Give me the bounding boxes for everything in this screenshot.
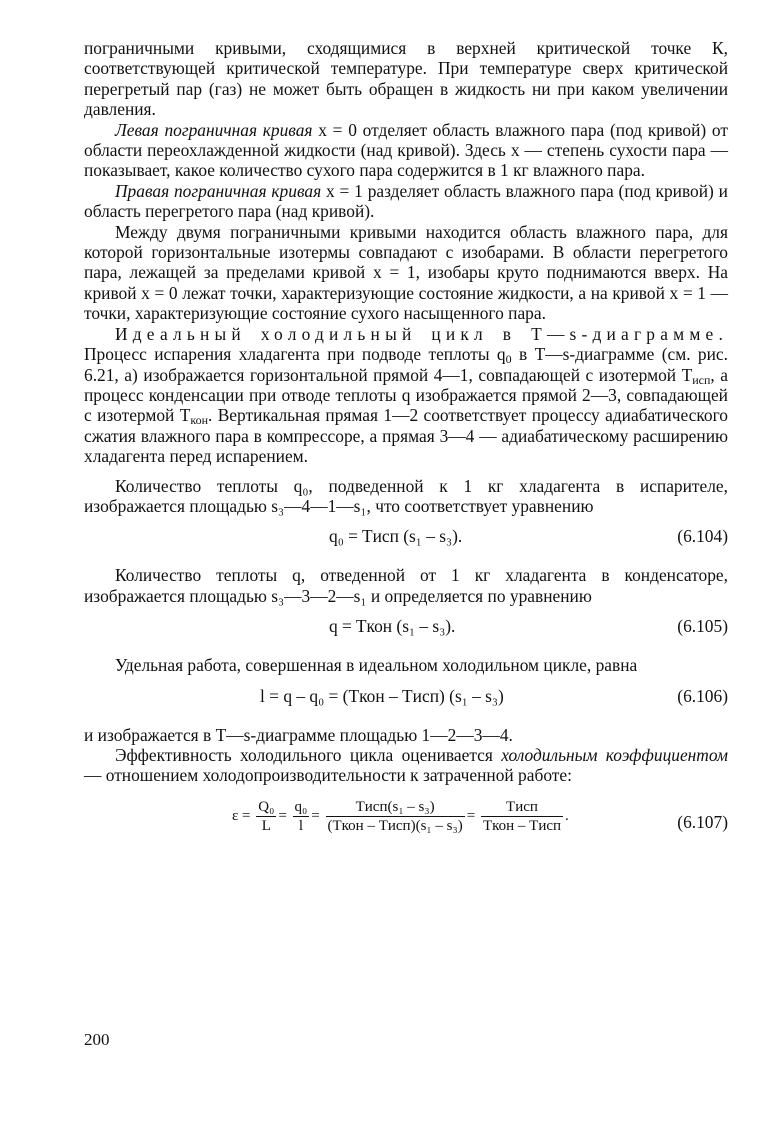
equation-number: (6.105) [677,616,728,637]
fraction-denominator: l [298,817,303,834]
fraction-numerator: Q₀ [258,798,275,815]
fraction-q0-over-l-capital [256,798,276,835]
paragraph-right-boundary-text: x = 1 разделяет область влажного пара (под кривой) и область перегретого пара (над кривой). [84,180,728,222]
paragraph-ideal-cycle [84,324,728,467]
paragraph-left-boundary-text: x = 0 отделяет область влажного пара (под кривой) от области переохлажденной жидкости (над кривой). Здесь x — степень сухости пара — показывает, какое количество сухого пара содержится в 1 кг влажного пара. [84,119,729,181]
fraction-denominator: (Tкон – Tисп)(s₁ – s₃) [327,817,463,834]
text-fragment: — отношением холодопроизводительности к затраченной работе: [84,765,572,786]
equation-6-107 [84,792,728,852]
fraction-denominator: L [261,817,271,834]
equation-number: (6.107) [677,811,728,832]
fraction-numerator: Tисп(s₁ – s₃) [326,798,465,817]
paragraph-right-boundary [84,181,728,222]
equation-number: (6.106) [677,685,728,706]
fraction-expanded [326,798,465,835]
text-fragment: Эффективность холодильного цикла оценивается [115,744,502,765]
equation-expression: q = Tкон (s₁ – s₃). [329,616,456,637]
paragraph-efficiency [84,745,728,786]
page-body [84,38,728,852]
paragraph-left-boundary [84,120,728,181]
paragraph-heat-supplied: Количество теплоты q₀, подведенной к 1 кг хладагента в испарителе, изображается площадью s₃—4—1—s₁, что соответствует уравнению [84,475,728,516]
paragraph-wet-steam-region: Между двумя пограничными кривыми находится область влажного пара, для которой горизонтальные изотермы совпадают с изобарами. В области перегретого пара, лежащей за пределами кривой x = 1, изобары круто поднимаются вверх. На кривой x = 0 лежат точки, характеризующие состояние жидкости, а на кривой x = 1 — точки, характеризующие состояние сухого насыщенного пара. [84,221,728,324]
paragraph-work-area: и изображается в T—s-диаграмме площадью 1—2—3—4. [84,724,513,745]
text-fragment: . Вертикальная прямая 1—2 соответствует процессу адиабатического сжатия влажного пара в компрессоре, а прямая 3—4 — адиабатическому расширению хладагента перед испарением. [84,405,728,467]
section-heading-ideal-cycle: Идеальный холодильный цикл в T—s-диаграмме. [115,323,728,344]
paragraph-heat-removed: Количество теплоты q, отведенной от 1 кг хладагента в конденсаторе, изображается площадью s₃—3—2—s₁ и определяется по уравнению [84,565,728,606]
subscript: исп [692,372,711,387]
equation-expression: l = q – q₀ = (Tкон – Tисп) (s₁ – s₃) [260,685,504,706]
fraction-numerator: q₀ [294,798,308,815]
term-refrigeration-coefficient: холодильным коэффициентом [501,744,728,765]
epsilon-symbol: ε = [232,807,251,824]
fraction-denominator: Tкон – Tисп [482,817,562,834]
subscript: кон [190,413,208,428]
term-left-boundary-curve: Левая пограничная кривая [115,119,313,140]
subscript: 0 [505,352,512,367]
equation-6-105 [84,606,728,646]
fraction-q0-over-l [293,798,310,835]
equation-6-106 [84,676,728,716]
page-number: 200 [84,1030,110,1049]
paragraph-specific-work: Удельная работа, совершенная в идеальном холодильном цикле, равна [115,655,638,676]
text-fragment: Процесс испарения хладагента при подводе теплоты q [84,344,506,365]
text-fragment: , а процесс конденсации при отводе теплоты q изображается прямой 2—3, совпадающей с изотермой T [84,364,729,426]
equation-expression: q₀ = Tисп (s₁ – s₃). [329,526,463,547]
text-fragment: в T—s-диаграмме (см. рис. 6.21, а) изображается горизонтальной прямой 4—1, совпадающей с изотермой T [84,344,729,385]
equation-6-104 [84,516,728,556]
term-right-boundary-curve: Правая пограничная кривая [115,180,322,201]
equation-number: (6.104) [677,526,728,547]
equation-expression: ε = $\frac{\text{Q₀}}{L}$ = $\frac{\text{q₀}}{l}$ = $\frac{\text{Tисп(s₁ – s₃)}}{\text{(Tкон – Tисп)(s₁ – s₃)}}$ = $\frac{\text{Tисп}}{\text{Tкон – Tисп}}$ . [232,798,569,834]
fraction-simplified [481,798,563,835]
fraction-numerator: Tисп [481,798,563,817]
paragraph-critical-point: пограничными кривыми, сходящимися в верхней критической точке К, соответствующей критической температуре. При температуре сверх критической перегретый пар (газ) не может быть обращен в жидкость ни при каком увеличении давления. [84,38,728,120]
